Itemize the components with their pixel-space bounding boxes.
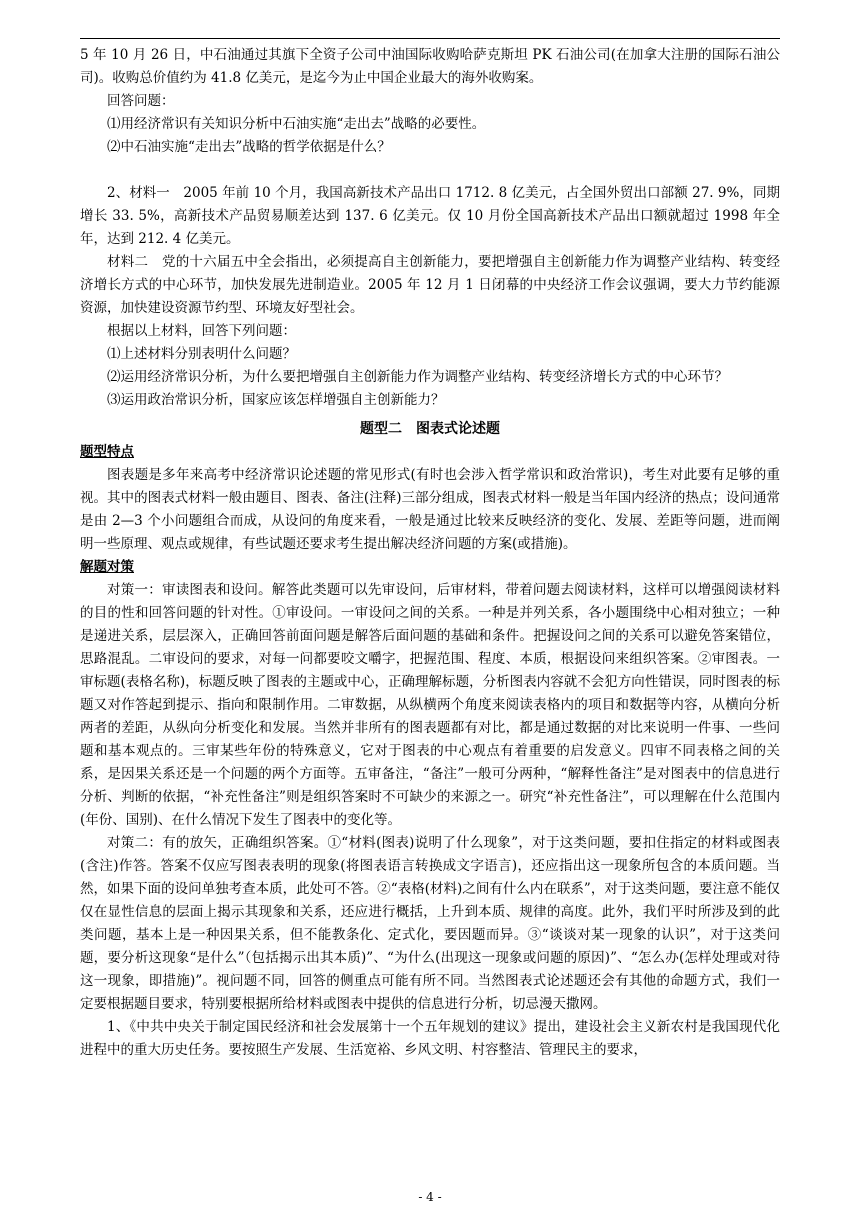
blank-line — [80, 159, 780, 182]
paragraph: 材料二 党的十六届五中全会指出，必须提高自主创新能力，要把增强自主创新能力作为调整产业结构、转变经济增长方式的中心环节，加快发展先进制造业。2005 年 12 月 1 日闭幕的中央经济工作会议强调，要大力节约能源资源，加快建设资源节约型、环境友好型社会。 — [80, 254, 780, 316]
paragraph: 回答问题： — [107, 93, 175, 109]
section-title: 题型二 图表式论述题 — [360, 421, 500, 437]
question-item: ⑴用经济常识有关知识分析中石油实施“走出去”战略的必要性。 — [107, 116, 486, 132]
document-body — [80, 44, 780, 1062]
question-item: ⑵中石油实施“走出去”战略的哲学依据是什么？ — [107, 139, 391, 155]
paragraph: 根据以上材料，回答下列问题： — [107, 323, 296, 339]
page-number: - 4 - — [418, 1190, 442, 1204]
paragraph: 5 年 10 月 26 日，中石油通过其旗下全资子公司中油国际收购哈萨克斯坦 PK 石油公司(在加拿大注册的国际石油公司)。收购总价值约为 41.8 亿美元，是迄今为止中国企业最大的海外收购案。 — [80, 47, 780, 86]
question-item: ⑵运用经济常识分析，为什么要把增强自主创新能力作为调整产业结构、转变经济增长方式的中心环节？ — [107, 369, 728, 385]
document-page — [80, 0, 780, 1216]
question-item: ⑴上述材料分别表明什么问题？ — [107, 346, 296, 362]
question-item: ⑶运用政治常识分析，国家应该怎样增强自主创新能力？ — [107, 392, 445, 408]
subheading: 解题对策 — [80, 559, 134, 575]
paragraph: 1、《中共中央关于制定国民经济和社会发展第十一个五年规划的建议》提出，建设社会主义新农村是我国现代化进程中的重大历史任务。要按照生产发展、生活宽裕、乡风文明、村容整洁、管理民主的要求， — [80, 1019, 780, 1058]
paragraph: 对策二：有的放矢，正确组织答案。①“材料(图表)说明了什么现象”，对于这类问题，要扣住指定的材料或图表(含注)作答。答案不仅应写图表表明的现象(将图表语言转换成文字语言)，还应指出这一现象所包含的本质问题。当然，如果下面的设问单独考查本质，此处可不答。②“表格(材料)之间有什么内在联系”，对于这类问题，要注意不能仅仅在显性信息的层面上揭示其现象和关系，还应进行概括，上升到本质、规律的高度。此外，我们平时所涉及到的此类问题，基本上是一种因果关系，但不能教条化、定式化，要因题而异。③“谈谈对某一现象的认识”，对于这类问题，要分析这现象“是什么”（包括揭示出其本质)”、“为什么(出现这一现象或问题的原因)”、“怎么办(怎样处理或对待这一现象，即措施)”。视问题不同，回答的侧重点可能有所不同。当然图表式论述题还会有其他的命题方式，我们一定要根据题目要求，特别要根据所给材料或图表中提供的信息进行分析，切忌漫天撒网。 — [80, 835, 780, 1012]
header-rule — [80, 38, 780, 39]
subheading: 题型特点 — [80, 444, 134, 460]
paragraph: 2、材料一 2005 年前 10 个月，我国高新技术产品出口 1712. 8 亿美元，占全国外贸出口部额 27. 9%，同期增长 33. 5%，高新技术产品贸易顺差达到 137. 6 亿美元。仅 10 月份全国高新技术产品出口额就超过 1998 年全年，达到 212. 4 亿美元。 — [80, 185, 780, 247]
paragraph: 对策一：审读图表和设问。解答此类题可以先审设问，后审材料，带着问题去阅读材料，这样可以增强阅读材料的目的性和回答问题的针对性。①审设问。一审设问之间的关系。一种是并列关系，各小题围绕中心相对独立；一种是递进关系，层层深入，正确回答前面问题是解答后面问题的基础和条件。把握设问之间的关系可以避免答案错位，思路混乱。二审设问的要求，对每一问都要咬文嚼字，把握范围、程度、本质，根据设问来组织答案。②审图表。一审标题(表格名称)，标题反映了图表的主题或中心，正确理解标题，分析图表内容就不会犯方向性错误，同时图表的标题又对作答起到提示、指向和限制作用。二审数据，从纵横两个角度来阅读表格内的项目和数据等内容，从横向分析两者的差距，从纵向分析变化和发展。当然并非所有的图表题都有对比，都是通过数据的对比来说明一件事、一些问题和基本观点的。三审某些年份的特殊意义，它对于图表的中心观点有着重要的启发意义。四审不同表格之间的关系，是因果关系还是一个问题的两个方面等。五审备注，“备注”一般可分两种，“解释性备注”是对图表中的信息进行分析、判断的依据，“补充性备注”则是组织答案时不可缺少的来源之一。研究“补充性备注”，可以理解在什么范围内(年份、国别)、在什么情况下发生了图表中的变化等。 — [80, 582, 780, 828]
paragraph: 图表题是多年来高考中经济常识论述题的常见形式(有时也会涉入哲学常识和政治常识)，考生对此要有足够的重视。其中的图表式材料一般由题目、图表、备注(注释)三部分组成，图表式材料一般是当年国内经济的热点；设问通常是由 2—3 个小问题组合而成，从设问的角度来看，一般是通过比较来反映经济的变化、发展、差距等问题，进而阐明一些原理、观点或规律，有些试题还要求考生提出解决经济问题的方案(或措施)。 — [80, 467, 780, 552]
